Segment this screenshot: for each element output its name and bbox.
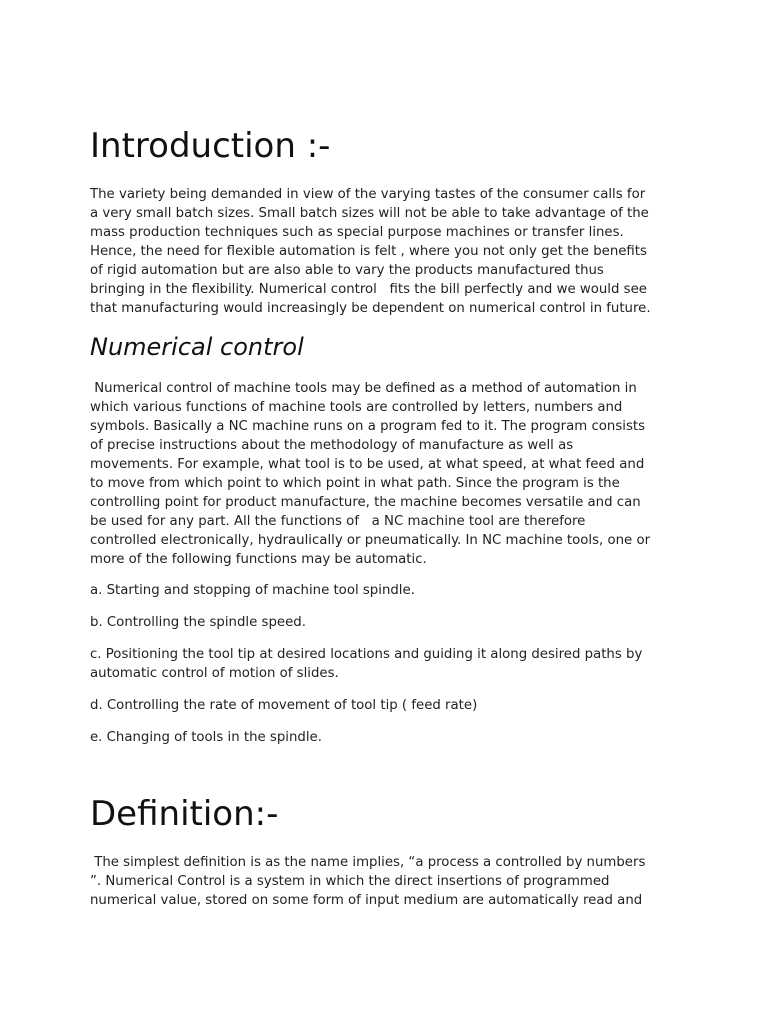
numerical-control-heading: Numerical control [90, 333, 304, 361]
paragraph-line: that manufacturing would increasingly be dependent on numerical control in future. [90, 301, 651, 316]
introduction-heading: Introduction :- [90, 126, 331, 166]
list-item [90, 728, 680, 747]
paragraph-line: controlling point for product manufacture, the machine becomes versatile and can [90, 495, 641, 510]
paragraph-line: controlled electronically, hydraulically or pneumatically. In NC machine tools, one or [90, 533, 651, 548]
paragraph-line: more of the following functions may be automatic. [90, 552, 427, 567]
definition-heading: Definition:- [90, 794, 279, 834]
list-item-line: b. Controlling the spindle speed. [90, 615, 306, 630]
paragraph-line: bringing in the flexibility. Numerical control fits the bill perfectly and we would see [90, 282, 647, 297]
paragraph-line: The simplest definition is as the name implies, “a process a controlled by numbers [90, 855, 646, 870]
introduction-paragraph [90, 185, 680, 318]
list-item-line: a. Starting and stopping of machine tool spindle. [90, 583, 415, 598]
paragraph-line: which various functions of machine tools are controlled by letters, numbers and [90, 400, 623, 415]
list-item-line: d. Controlling the rate of movement of tool tip ( feed rate) [90, 698, 478, 713]
paragraph-line: of precise instructions about the methodology of manufacture as well as [90, 438, 574, 453]
list-item [90, 645, 680, 683]
document-page [90, 0, 680, 1024]
paragraph-line: The variety being demanded in view of the varying tastes of the consumer calls for [90, 187, 646, 202]
paragraph-line: a very small batch sizes. Small batch sizes will not be able to take advantage of the [90, 206, 649, 221]
list-item-line: e. Changing of tools in the spindle. [90, 730, 322, 745]
paragraph-line: to move from which point to which point in what path. Since the program is the [90, 476, 620, 491]
numerical-control-paragraph [90, 379, 680, 569]
paragraph-line: numerical value, stored on some form of input medium are automatically read and [90, 893, 643, 908]
paragraph-line: be used for any part. All the functions of a NC machine tool are therefore [90, 514, 586, 529]
paragraph-line: Hence, the need for flexible automation is felt , where you not only get the benefits [90, 244, 647, 259]
paragraph-line: of rigid automation but are also able to vary the products manufactured thus [90, 263, 604, 278]
paragraph-line: mass production techniques such as special purpose machines or transfer lines. [90, 225, 624, 240]
paragraph-line: ”. Numerical Control is a system in which the direct insertions of programmed [90, 874, 610, 889]
list-item [90, 581, 680, 600]
list-item-line: c. Positioning the tool tip at desired locations and guiding it along desired paths by [90, 647, 643, 662]
paragraph-line: symbols. Basically a NC machine runs on a program fed to it. The program consists [90, 419, 646, 434]
list-item [90, 696, 680, 715]
paragraph-line: movements. For example, what tool is to be used, at what speed, at what feed and [90, 457, 645, 472]
list-item-line: automatic control of motion of slides. [90, 666, 339, 681]
definition-paragraph [90, 853, 680, 910]
list-item [90, 613, 680, 632]
paragraph-line: Numerical control of machine tools may be defined as a method of automation in [90, 381, 637, 396]
